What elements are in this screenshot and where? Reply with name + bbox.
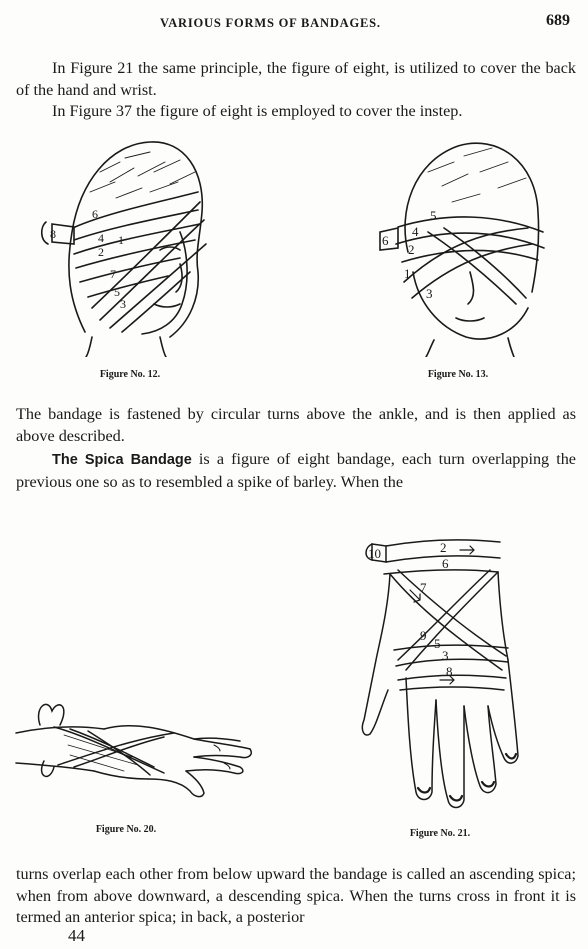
fig12-label-3: 3 — [120, 297, 126, 311]
fig12-label-4: 4 — [98, 231, 104, 245]
figure-13-illustration — [368, 132, 568, 357]
fig12-label-5: 5 — [114, 285, 120, 299]
figure-20-caption: Figure No. 20. — [95, 824, 157, 835]
paragraph-ascending-spica — [16, 864, 576, 929]
fig21-label-8: 8 — [446, 664, 453, 679]
page-number: 689 — [546, 12, 570, 29]
figure-12 — [30, 132, 230, 380]
fig12-label-7: 7 — [110, 267, 116, 281]
fig21-label-5: 5 — [434, 636, 441, 651]
figure-21 — [350, 530, 530, 839]
paragraph-spica-text — [16, 449, 576, 493]
fig13-label-6: 6 — [382, 233, 389, 248]
fig13-label-3: 3 — [426, 286, 433, 301]
paragraph-figure-21: In Figure 21 the same principle, the figure of eight, is utilized to cover the back of the hand and wrist. — [16, 59, 576, 99]
fig13-label-5: 5 — [430, 208, 437, 223]
figure-21-illustration — [350, 530, 530, 820]
figure-13-caption: Figure No. 13. — [427, 369, 489, 380]
figure-13 — [368, 132, 568, 380]
paragraph-figure-37: In Figure 37 the figure of eight is employed to cover the instep. — [52, 102, 463, 120]
running-head-title: VARIOUS FORMS OF BANDAGES. — [160, 16, 381, 30]
fig12-label-6: 6 — [92, 207, 98, 221]
figure-20 — [14, 685, 258, 835]
fig21-label-2: 2 — [440, 540, 447, 555]
figure-20-illustration — [14, 685, 258, 810]
paragraph-spica — [16, 449, 576, 493]
footer-page-number: 44 — [68, 926, 85, 945]
figure-12-caption: Figure No. 12. — [99, 369, 161, 380]
spica-bandage-term: The Spica Bandage — [52, 452, 192, 468]
fig12-label-8: 8 — [50, 227, 56, 241]
figure-21-caption: Figure No. 21. — [409, 828, 471, 839]
fig13-label-4: 4 — [412, 224, 419, 239]
paragraph-ankle — [16, 404, 576, 447]
spica-bandage-description: is a figure of eight bandage, each turn overlapping the previous one so as to resembled a spike of barley. When the — [16, 450, 576, 491]
paragraph-ascending-spica-text: turns overlap each other from below upward the bandage is called an ascending spica; when from above downward, a descending spica. When the turns cross in front it is termed an anterior spica; in back, a posterior — [16, 865, 576, 926]
fig21-label-9: 9 — [420, 628, 427, 643]
paragraph-ankle-text: The bandage is fastened by circular turns above the ankle, and is then applied as above described. — [16, 405, 576, 445]
fig21-label-7: 7 — [420, 580, 427, 595]
fig12-label-1: 1 — [118, 233, 124, 247]
fig21-label-6: 6 — [442, 556, 449, 571]
figure-12-illustration — [30, 132, 230, 357]
fig12-label-2: 2 — [98, 245, 104, 259]
fig13-label-1: 1 — [404, 266, 411, 281]
fig21-label-3: 3 — [442, 648, 449, 663]
paragraph-figure-eight — [16, 58, 576, 123]
fig21-label-10: 10 — [368, 546, 381, 561]
figure-21-labels — [368, 540, 453, 679]
fig13-label-2: 2 — [408, 242, 415, 257]
